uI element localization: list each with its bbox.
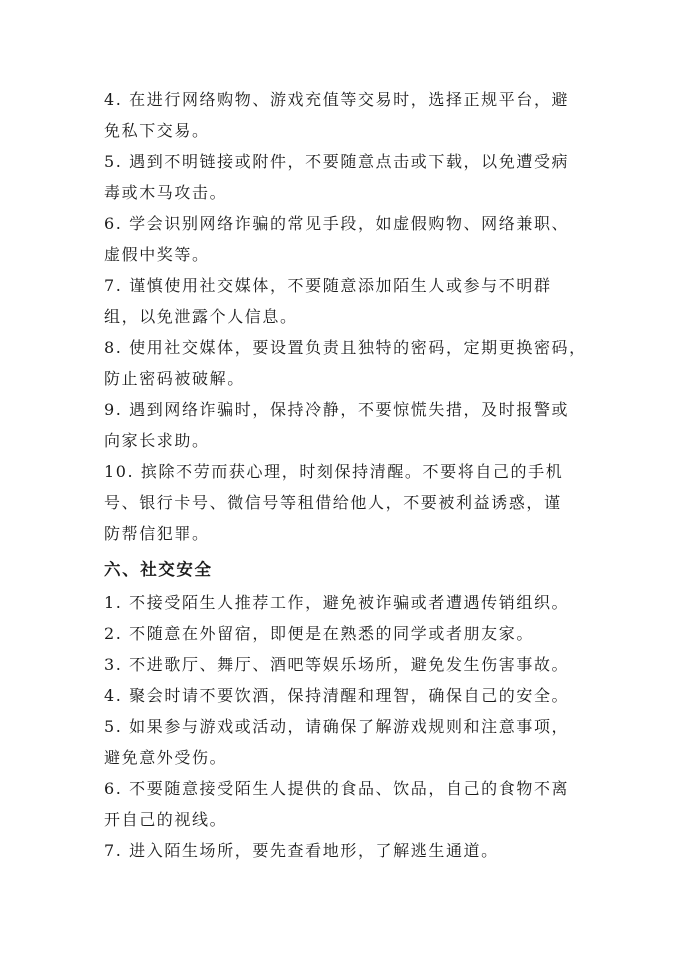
list-line: 防止密码被破解。 (104, 369, 245, 388)
list-line: 7. 谨慎使用社交媒体，不要随意添加陌生人或参与不明群 (104, 276, 552, 295)
list-line: 毒或木马攻击。 (104, 183, 228, 202)
list-line: 5. 如果参与游戏或活动，请确保了解游戏规则和注意事项， (104, 717, 570, 736)
list-line: 1. 不接受陌生人推荐工作，避免被诈骗或者遭遇传销组织。 (104, 593, 570, 612)
list-line: 6. 学会识别网络诈骗的常见手段，如虚假购物、网络兼职、 (104, 214, 570, 233)
list-line: 6. 不要随意接受陌生人提供的食品、饮品，自己的食物不离 (104, 779, 570, 798)
list-line: 9. 遇到网络诈骗时，保持冷静，不要惊慌失措，及时报警或 (104, 400, 570, 419)
list-line: 4. 在进行网络购物、游戏充值等交易时，选择正规平台，避 (104, 90, 570, 109)
list-line: 7. 进入陌生场所，要先查看地形，了解逃生通道。 (104, 841, 499, 860)
list-line: 开自己的视线。 (104, 810, 228, 829)
list-line: 免私下交易。 (104, 121, 210, 140)
list-line: 4. 聚会时请不要饮酒，保持清醒和理智，确保自己的安全。 (104, 686, 570, 705)
list-line: 2. 不随意在外留宿，即便是在熟悉的同学或者朋友家。 (104, 624, 534, 643)
list-line: 5. 遇到不明链接或附件，不要随意点击或下载，以免遭受病 (104, 152, 570, 171)
list-line: 向家长求助。 (104, 431, 210, 450)
list-line: 8. 使用社交媒体，要设置负责且独特的密码，定期更换密码， (104, 338, 587, 357)
list-line: 虚假中奖等。 (104, 245, 210, 264)
section-heading: 六、社交安全 (104, 560, 213, 579)
list-line: 号、银行卡号、微信号等租借给他人，不要被利益诱惑，谨 (104, 493, 562, 512)
list-line: 避免意外受伤。 (104, 748, 228, 767)
social-safety-section (104, 556, 604, 865)
list-line: 防帮信犯罪。 (104, 524, 210, 543)
online-safety-list (104, 86, 604, 548)
list-line: 3. 不进歌厅、舞厅、酒吧等娱乐场所，避免发生伤害事故。 (104, 655, 570, 674)
list-line: 组，以免泄露个人信息。 (104, 307, 298, 326)
list-line: 10. 摈除不劳而获心理，时刻保持清醒。不要将自己的手机 (104, 462, 564, 481)
